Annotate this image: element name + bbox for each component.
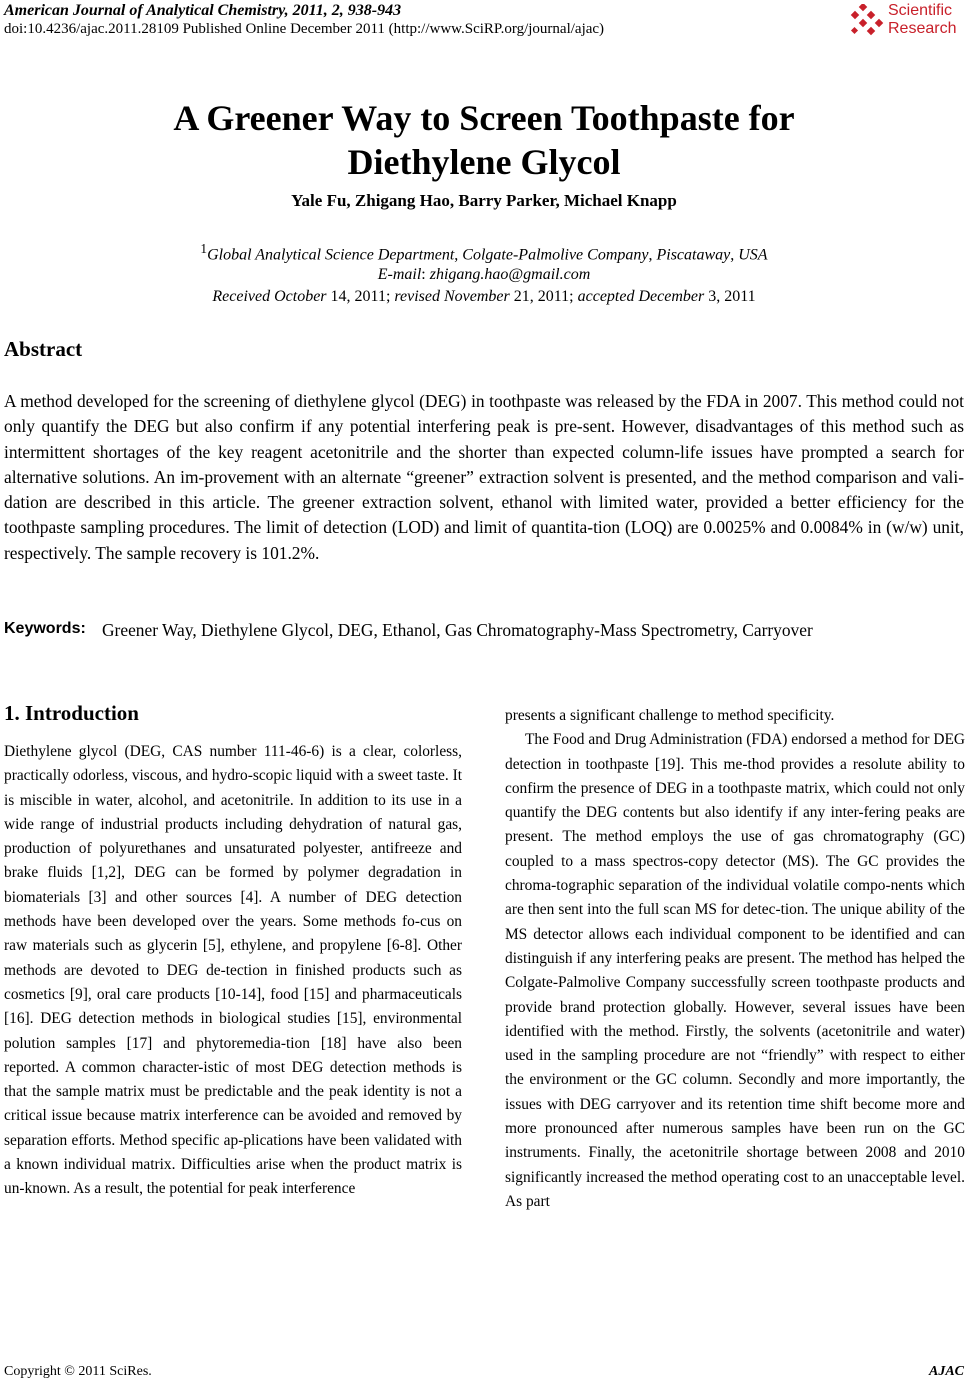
abstract-text: A method developed for the screening of diethylene glycol (DEG) in toothpaste was released by the FDA in 2007. This method could not only quantify the DEG but also confirm if any potential interfering peak is pre-sent. However, disadvantages of this method such as intermittent shortages of the key reagent acetonitrile and the shorter than expected column-life issues have prompted a search for alternative solutions. An im-provement with an alternate “greener” extraction solvent is presented, and the method comparison and vali-dation are described in this article. The greener extraction solvent, ethanol with limited water, provided a better efficiency for the toothpaste sampling procedures. The limit of detection (LOD) and limit of quantita-tion (LOQ) are 0.0025% and 0.0084% in (w/w) unit, respectively. The sample recovery is 101.2%. (4, 391, 964, 563)
received-date: 14, 2011; (326, 288, 395, 305)
email-label: E-mail (377, 266, 422, 283)
affiliation-country: USA (738, 246, 768, 264)
email-address[interactable]: zhigang.hao@gmail.com (429, 266, 591, 283)
author-list: Yale Fu, Zhigang Hao, Barry Parker, Michael Knapp (291, 191, 677, 210)
logo-line-2: Research (888, 20, 957, 37)
revised-date: 21, 2011; (509, 288, 578, 305)
journal-abbreviation: AJAC (928, 1364, 964, 1379)
section-heading-introduction: 1. Introduction (4, 701, 139, 725)
affiliation-city: Piscataway (656, 246, 731, 264)
body-column-left (4, 740, 462, 1202)
keywords-text: Greener Way, Diethylene Glycol, DEG, Ethanol, Gas Chromatography-Mass Spectrometry, Carryover (102, 620, 813, 640)
title-line-2: Diethylene Glycol (347, 142, 621, 182)
accepted-date: 3, 2011 (704, 288, 756, 305)
title-line-1: A Greener Way to Screen Toothpaste for (173, 98, 795, 138)
keywords-label: Keywords: (4, 620, 86, 637)
received-label: Received October (212, 288, 327, 305)
logo-line-1: Scientific (888, 2, 953, 19)
intro-paragraph-1-continuation: presents a significant challenge to method specificity. (505, 707, 835, 724)
copyright-notice: Copyright © 2011 SciRes. (4, 1364, 152, 1379)
affiliation-department: Global Analytical Science Department (207, 246, 455, 264)
doi-line: doi:10.4236/ajac.2011.28109 Published Online December 2011 (http://www.SciRP.org/journal/ajac) (4, 21, 605, 37)
intro-paragraph-2: The Food and Drug Administration (FDA) endorsed a method for DEG detection in toothpaste [19]. This me-thod provides a resolute ability to confirm the presence of DEG in a toothpaste matrix, which could not only quantify the DEG contents but also identify if any inter-fering peaks are present. The method employs the use of gas chromatography (GC) coupled to a mass spectros-copy detector (MS). The GC provides the chroma-tographic separation of the individual volatile compo-nents which are then sent into the full scan MS for detec-tion. The unique ability of the MS detector allows each individual component to be identified and can distinguish if any interfering peaks are present. The method has helped the Colgate-Palmolive Company successfully screen toothpaste products and provide brand protection globally. However, several issues have been identified with the method. Firstly, the solvents (acetonitrile and water) used in the sampling procedure are not “friendly” with respect to either the environment or the GC column. Secondly and more importantly, the issues with DEG carryover and its retention time shift become more and more pronounced after numerous samples have been run on the GC instruments. Finally, the acetonitrile shortage between 2008 and 2010 significantly increased the method operating cost to an unacceptable level. As part (505, 731, 965, 1210)
accepted-label: accepted December (577, 288, 705, 305)
journal-header (4, 2, 401, 20)
revised-label: revised November (394, 288, 510, 305)
email-line: E-mail: zhigang.hao@gmail.com (377, 266, 591, 283)
body-column-right (505, 704, 965, 1214)
affiliation-superscript: 1 (200, 241, 208, 256)
journal-name: American Journal of Analytical Chemistry (4, 2, 285, 19)
journal-issue: , 2011, 2, 938-943 (284, 2, 402, 19)
publisher-logo (848, 0, 966, 42)
paper-title (0, 96, 968, 184)
dates-line (0, 288, 968, 306)
logo-mark-icon (848, 4, 886, 38)
abstract-heading: Abstract (4, 337, 83, 361)
affiliation-company: Colgate-Palmolive Company (462, 246, 649, 264)
intro-paragraph-1: Diethylene glycol (DEG, CAS number 111-46-6) is a clear, colorless, practically odorless, viscous, and hydro-scopic liquid with a sweet taste. It is miscible in water, alcohol, and acetonitrile. In addition to its use in a wide range of industrial products including dehydration of natural gas, production of polyurethanes and unsaturated polyester, antifreeze and brake fluids [1,2], DEG can be formed by polymer degradation in biomaterials [3] and other sources [4]. A number of DEG detection methods have been developed over the years. Some methods fo-cus on raw materials such as glycerin [5], ethylene, and propylene [6-8]. Other methods are devoted to DEG de-tection in finished products such as cosmetics [9], oral care products [10-14], food [15] and pharmaceuticals [16]. DEG detection methods in biological studies [15], environmental polution samples [17] and phytoremedia-tion [18] have also been reported. A common character-istic of most DEG detection methods is that the sample matrix must be predictable and the peak identity is not a critical issue because matrix interference can be avoided and removed by separation efforts. Method specific ap-plications have been validated with a known individual matrix. Difficulties arise when the product matrix is un-known. As a result, the potential for peak interference (4, 743, 462, 1198)
affiliation: $^1$Global Analytical Science Department, Colgate-Palmolive Company, Piscataway, USA (200, 241, 768, 264)
